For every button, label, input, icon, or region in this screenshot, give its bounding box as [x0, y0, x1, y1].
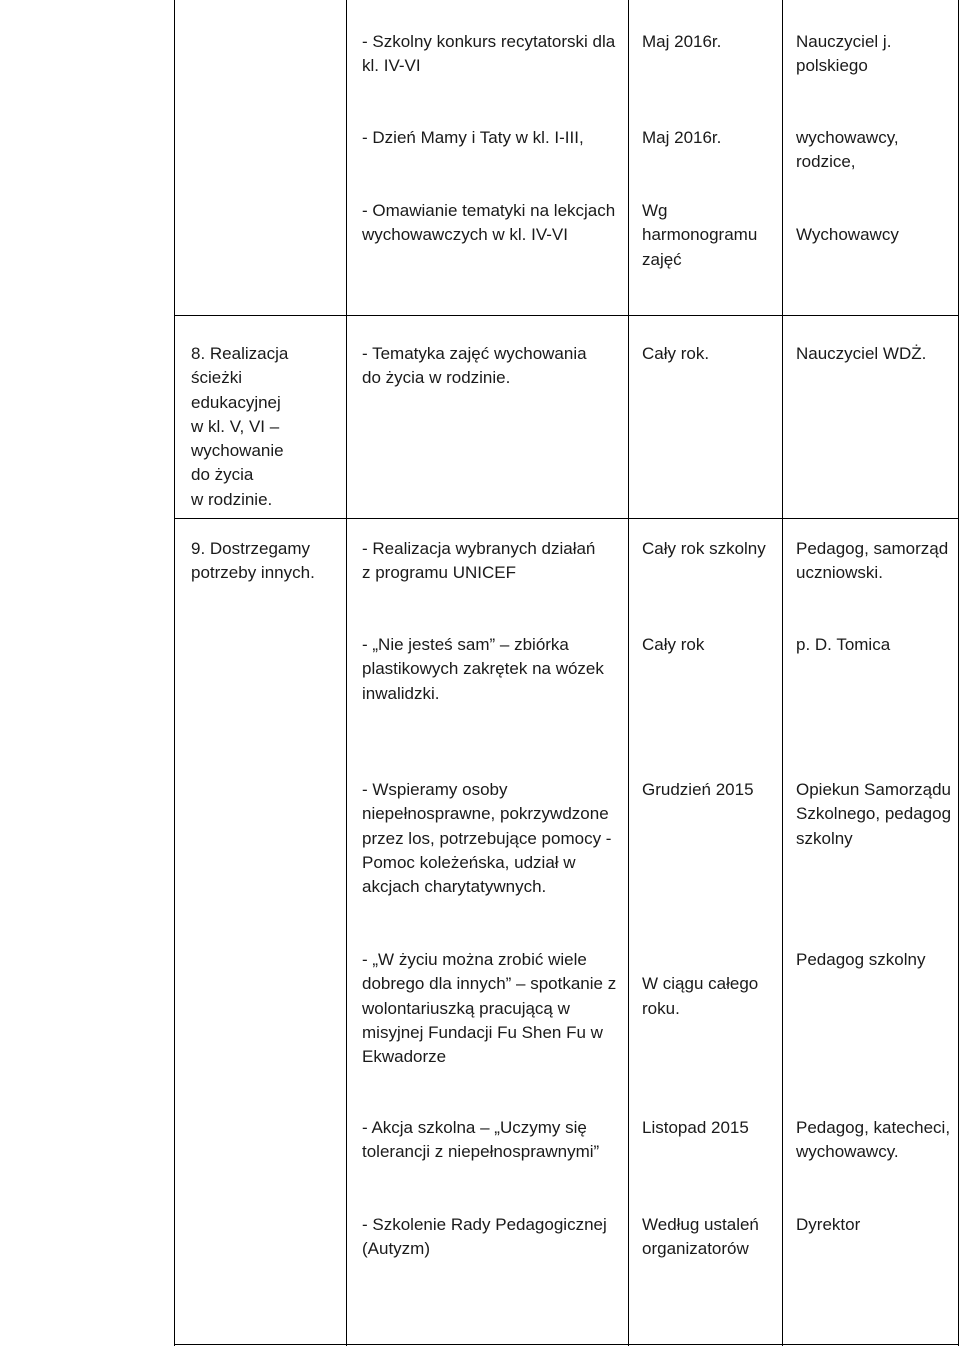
- column-divider-responsible: [782, 0, 783, 1346]
- responsible-cell: Pedagog szkolny: [796, 950, 926, 969]
- table-border-bottom: [174, 1344, 959, 1345]
- responsible-cell: Nauczyciel WDŻ.: [796, 344, 927, 363]
- activity-cell: - Akcja szkolna – „Uczymy się tolerancji z niepełnosprawnymi”: [362, 1118, 600, 1162]
- date-cell: W ciągu całego roku.: [642, 974, 759, 1018]
- date-cell: Grudzień 2015: [642, 780, 754, 799]
- date-cell: Cały rok: [642, 635, 705, 654]
- responsible-cell: Pedagog, katecheci, wychowawcy.: [796, 1118, 951, 1162]
- date-cell: Wg harmonogramu zajęć: [642, 201, 758, 269]
- table-border-right: [958, 0, 959, 1346]
- activity-cell: - Dzień Mamy i Taty w kl. I-III,: [362, 128, 584, 147]
- activity-cell: - Omawianie tematyki na lekcjach wychowawczych w kl. IV-VI: [362, 201, 616, 245]
- activity-cell: - Szkolenie Rady Pedagogicznej (Autyzm): [362, 1215, 607, 1259]
- activity-cell: - Wspieramy osoby niepełnosprawne, pokrzywdzone przez los, potrzebujące pomocy - Pomoc koleżeńska, udział w akcjach charytatywnych.: [362, 780, 612, 897]
- date-cell: Maj 2016r.: [642, 128, 722, 147]
- date-cell: Maj 2016r.: [642, 32, 722, 51]
- date-cell: Według ustaleń organizatorów: [642, 1215, 759, 1259]
- responsible-cell: Dyrektor: [796, 1215, 861, 1234]
- column-divider-activity: [346, 0, 347, 1346]
- activity-cell: - Realizacja wybranych działań z programu UNICEF: [362, 539, 596, 583]
- responsible-cell: wychowawcy, rodzice,: [796, 128, 899, 172]
- responsible-cell: Pedagog, samorząd uczniowski.: [796, 539, 949, 583]
- activity-cell: - Tematyka zajęć wychowania do życia w rodzinie.: [362, 344, 587, 388]
- responsible-cell: Opiekun Samorządu Szkolnego, pedagog szkolny: [796, 780, 952, 848]
- date-cell: Cały rok.: [642, 344, 710, 363]
- table-border-left: [174, 0, 175, 1346]
- topic-cell: 9. Dostrzegamy potrzeby innych.: [191, 539, 315, 583]
- date-cell: Listopad 2015: [642, 1118, 749, 1137]
- responsible-cell: Nauczyciel j. polskiego: [796, 32, 892, 76]
- row-divider: [174, 315, 959, 316]
- responsible-cell: p. D. Tomica: [796, 635, 891, 654]
- date-cell: Cały rok szkolny: [642, 539, 766, 558]
- activity-cell: - „Nie jesteś sam” – zbiórka plastikowych zakrętek na wózek inwalidzki.: [362, 635, 604, 703]
- column-divider-date: [628, 0, 629, 1346]
- responsible-cell: Wychowawcy: [796, 225, 899, 245]
- row-divider: [174, 518, 959, 519]
- activity-cell: - Szkolny konkurs recytatorski dla kl. IV-VI: [362, 32, 616, 76]
- topic-cell: 8. Realizacja ścieżki edukacyjnej w kl. V, VI – wychowanie do życia w rodzinie.: [191, 344, 289, 509]
- activity-cell: - „W życiu można zrobić wiele dobrego dla innych” – spotkanie z wolontariuszką pracującą w misyjnej Fundacji Fu Shen Fu w Ekwadorze: [362, 950, 617, 1067]
